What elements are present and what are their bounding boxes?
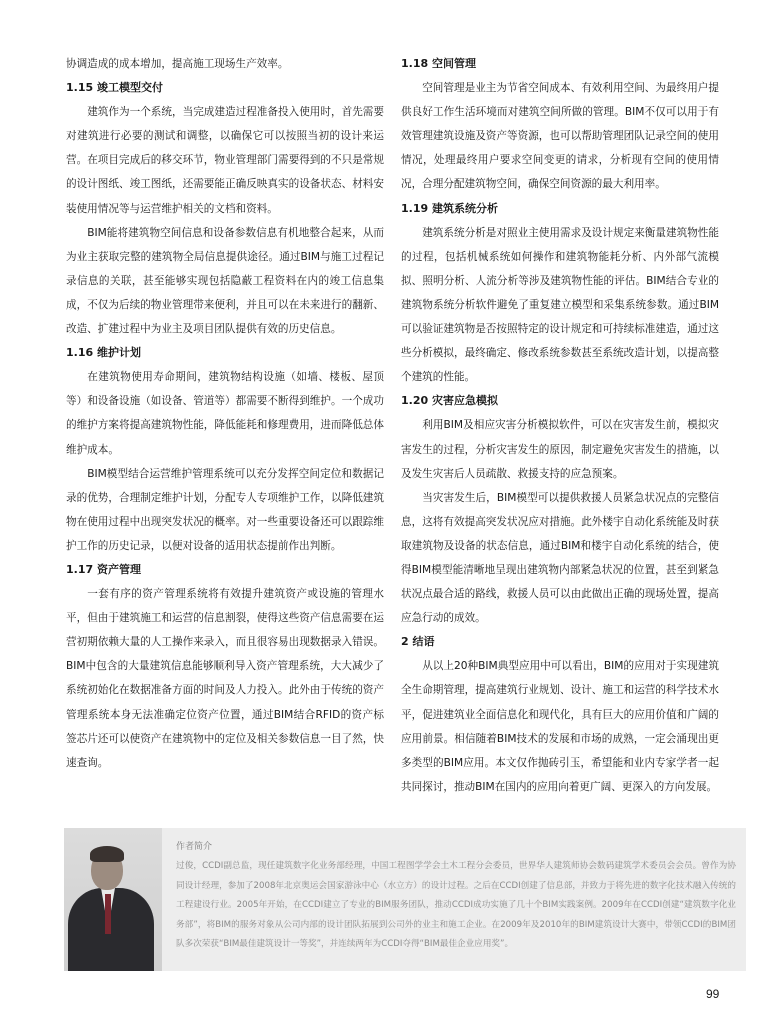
paragraph: 从以上20种BIM典型应用中可以看出，BIM的应用对于实现建筑全生命期管理，提高建筑行业规划、设计、施工和运营的科学技术水平，促进建筑业全面信息化和现代化，具有巨大的应用价值和广阔的应用前景。相信随着BIM技术的发展和市场的成熟，一定会涌现出更多类型的BIM应用。本文仅作抛砖引玉，希望能和业内专家学者一起共同探讨，推动BIM在国内的应用向着更广阔、更深入的方向发展。 <box>401 660 719 793</box>
author-bio-heading: 作者简介 <box>176 842 213 852</box>
section-heading: 1.16 维护计划 <box>66 346 141 360</box>
author-bio-box <box>64 828 746 971</box>
author-photo <box>64 828 162 971</box>
section-heading: 1.19 建筑系统分析 <box>401 201 498 215</box>
section-heading: 1.15 竣工模型交付 <box>66 81 163 95</box>
author-bio-text: 过俊，CCDI副总监，现任建筑数字化业务部经理，中国工程图学学会土木工程分会委员，世界华人建筑师协会数码建筑学术委员会会员。曾作为协同设计经理，参加了2008年北京奥运会国家游泳中心（水立方）的设计过程。之后在CCDI创建了信息部，并致力于将先进的数字化技术融入传统的工程建设行业。2005年开始，在CCDI建立了专业的BIM服务团队，推动CCDI成功实施了几十个BIM实践案例。2009年在CCDI创建“建筑数字化业务部”，将BIM的服务对象从公司内部的设计团队拓展到公司外的业主和施工企业。在2009年及2010年的BIM建筑设计大赛中，带领CCDI的BIM团队多次荣获“BIM最佳建筑设计一等奖”，并连续两年为CCDI夺得“BIM最佳企业应用奖”。 <box>176 861 736 950</box>
left-column <box>66 52 384 775</box>
section-heading: 1.17 资产管理 <box>66 562 141 576</box>
paragraph: 利用BIM及相应灾害分析模拟软件，可以在灾害发生前，模拟灾害发生的过程，分析灾害发生的原因，制定避免灾害发生的措施，以及发生灾害后人员疏散、救援支持的应急预案。 <box>401 419 719 480</box>
author-bio <box>176 838 736 954</box>
paragraph: 建筑系统分析是对照业主使用需求及设计规定来衡量建筑物性能的过程，包括机械系统如何操作和建筑物能耗分析、内外部气流模拟、照明分析、人流分析等涉及建筑物性能的评估。BIM结合专业的建筑物系统分析软件避免了重复建立模型和采集系统参数。通过BIM可以验证建筑物是否按照特定的设计规定和可持续标准建造，通过这些分析模拟，最终确定、修改系统参数甚至系统改造计划，以提高整个建筑的性能。 <box>401 226 719 384</box>
paragraph: 建筑作为一个系统，当完成建造过程准备投入使用时，首先需要对建筑进行必要的测试和调整，以确保它可以按照当初的设计来运营。在项目完成后的移交环节，物业管理部门需要得到的不只是常规的设计图纸、竣工图纸，还需要能正确反映真实的设备状态、材料安装使用情况等与运营维护相关的文档和资料。 <box>66 106 384 215</box>
paragraph: 协调造成的成本增加，提高施工现场生产效率。 <box>66 58 289 70</box>
right-column <box>401 52 719 799</box>
paragraph: 在建筑物使用寿命期间，建筑物结构设施（如墙、楼板、屋顶等）和设备设施（如设备、管道等）都需要不断得到维护。一个成功的维护方案将提高建筑物性能，降低能耗和修理费用，进而降低总体维护成本。 <box>66 371 384 456</box>
section-heading: 1.18 空间管理 <box>401 57 476 70</box>
paragraph: BIM模型结合运营维护管理系统可以充分发挥空间定位和数据记录的优势，合理制定维护计划，分配专人专项维护工作，以降低建筑物在使用过程中出现突发状况的概率。对一些重要设备还可以跟踪维护工作的历史记录，以便对设备的适用状态提前作出判断。 <box>66 467 384 552</box>
section-heading: 1.20 灾害应急模拟 <box>401 394 498 408</box>
paragraph: 一套有序的资产管理系统将有效提升建筑资产或设施的管理水平，但由于建筑施工和运营的信息割裂，使得这些资产信息需要在运营初期依赖大量的人工操作来录入，而且很容易出现数据录入错误。BIM中包含的大量建筑信息能够顺利导入资产管理系统，大大减少了系统初始化在数据准备方面的时间及人力投入。此外由于传统的资产管理系统本身无法准确定位资产位置，通过BIM结合RFID的资产标签芯片还可以使资产在建筑物中的定位及相关参数信息一目了然，快速查询。 <box>66 588 384 769</box>
paragraph: BIM能将建筑物空间信息和设备参数信息有机地整合起来，从而为业主获取完整的建筑物全局信息提供途径。通过BIM与施工过程记录信息的关联，甚至能够实现包括隐蔽工程资料在内的竣工信息集成，不仅为后续的物业管理带来便利，并且可以在未来进行的翻新、改造、扩建过程中为业主及项目团队提供有效的历史信息。 <box>66 226 384 336</box>
paragraph: 空间管理是业主为节省空间成本、有效利用空间、为最终用户提供良好工作生活环境而对建筑空间所做的管理。BIM不仅可以用于有效管理建筑设施及资产等资源，也可以帮助管理团队记录空间的使用情况，处理最终用户要求空间变更的请求，分析现有空间的使用情况，合理分配建筑物空间，确保空间资源的最大利用率。 <box>401 82 719 191</box>
page-number: 99 <box>706 987 720 1001</box>
section-heading: 2 结语 <box>401 635 435 649</box>
paragraph: 当灾害发生后，BIM模型可以提供救援人员紧急状况点的完整信息，这将有效提高突发状况应对措施。此外楼宇自动化系统能及时获取建筑物及设备的状态信息，通过BIM和楼宇自动化系统的结合，使得BIM模型能清晰地呈现出建筑物内部紧急状况的位置，甚至到紧急状况点最合适的路线，救援人员可以由此做出正确的现场处置，提高应急行动的成效。 <box>401 491 719 625</box>
